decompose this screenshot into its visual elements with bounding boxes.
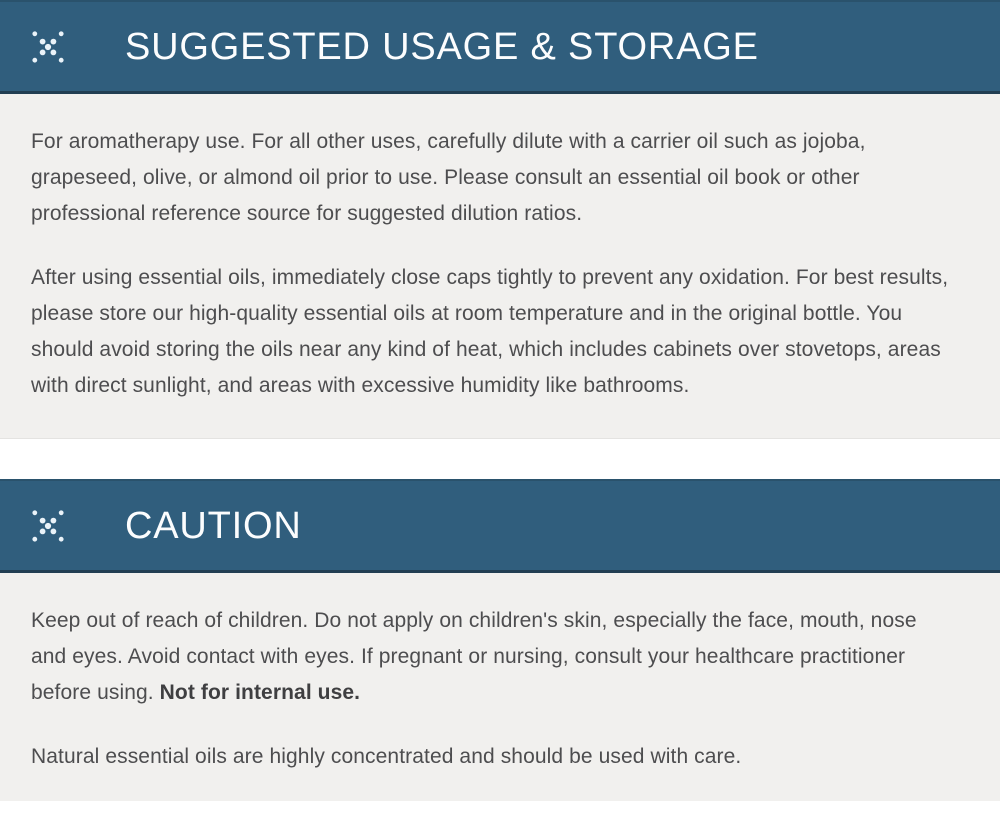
usage-storage-header <box>0 0 1000 94</box>
caution-paragraph-1 <box>31 603 954 711</box>
dotted-x-icon <box>30 29 66 65</box>
usage-storage-title: SUGGESTED USAGE & STORAGE <box>125 25 759 68</box>
caution-header <box>0 479 1000 573</box>
caution-bold-text: Not for internal use. <box>159 681 361 704</box>
caution-body <box>0 573 1000 801</box>
caution-title: CAUTION <box>125 504 302 547</box>
section-caution <box>0 479 1000 801</box>
usage-storage-body <box>0 94 1000 439</box>
usage-paragraph-2: After using essential oils, immediately close caps tightly to prevent any oxidation. For best results, please store our high-quality essential oils at room temperature and in the original bottle. You should avoid storing the oils near any kind of heat, which includes cabinets over stovetops, areas with direct sunlight, and areas with excessive humidity like bathrooms. <box>31 266 949 397</box>
usage-paragraph-1: For aromatherapy use. For all other uses, carefully dilute with a carrier oil such as jojoba, grapeseed, olive, or almond oil prior to use. Please consult an essential oil book or other professional reference source for suggested dilution ratios. <box>31 130 866 225</box>
caution-paragraph-2: Natural essential oils are highly concentrated and should be used with care. <box>31 745 742 768</box>
dotted-x-icon <box>30 508 66 544</box>
caution-text: Keep out of reach of children. Do not apply on children's skin, especially the face, mouth, nose and eyes. Avoid contact with eyes. If pregnant or nursing, consult your healthcare practitioner before using. <box>31 609 917 704</box>
